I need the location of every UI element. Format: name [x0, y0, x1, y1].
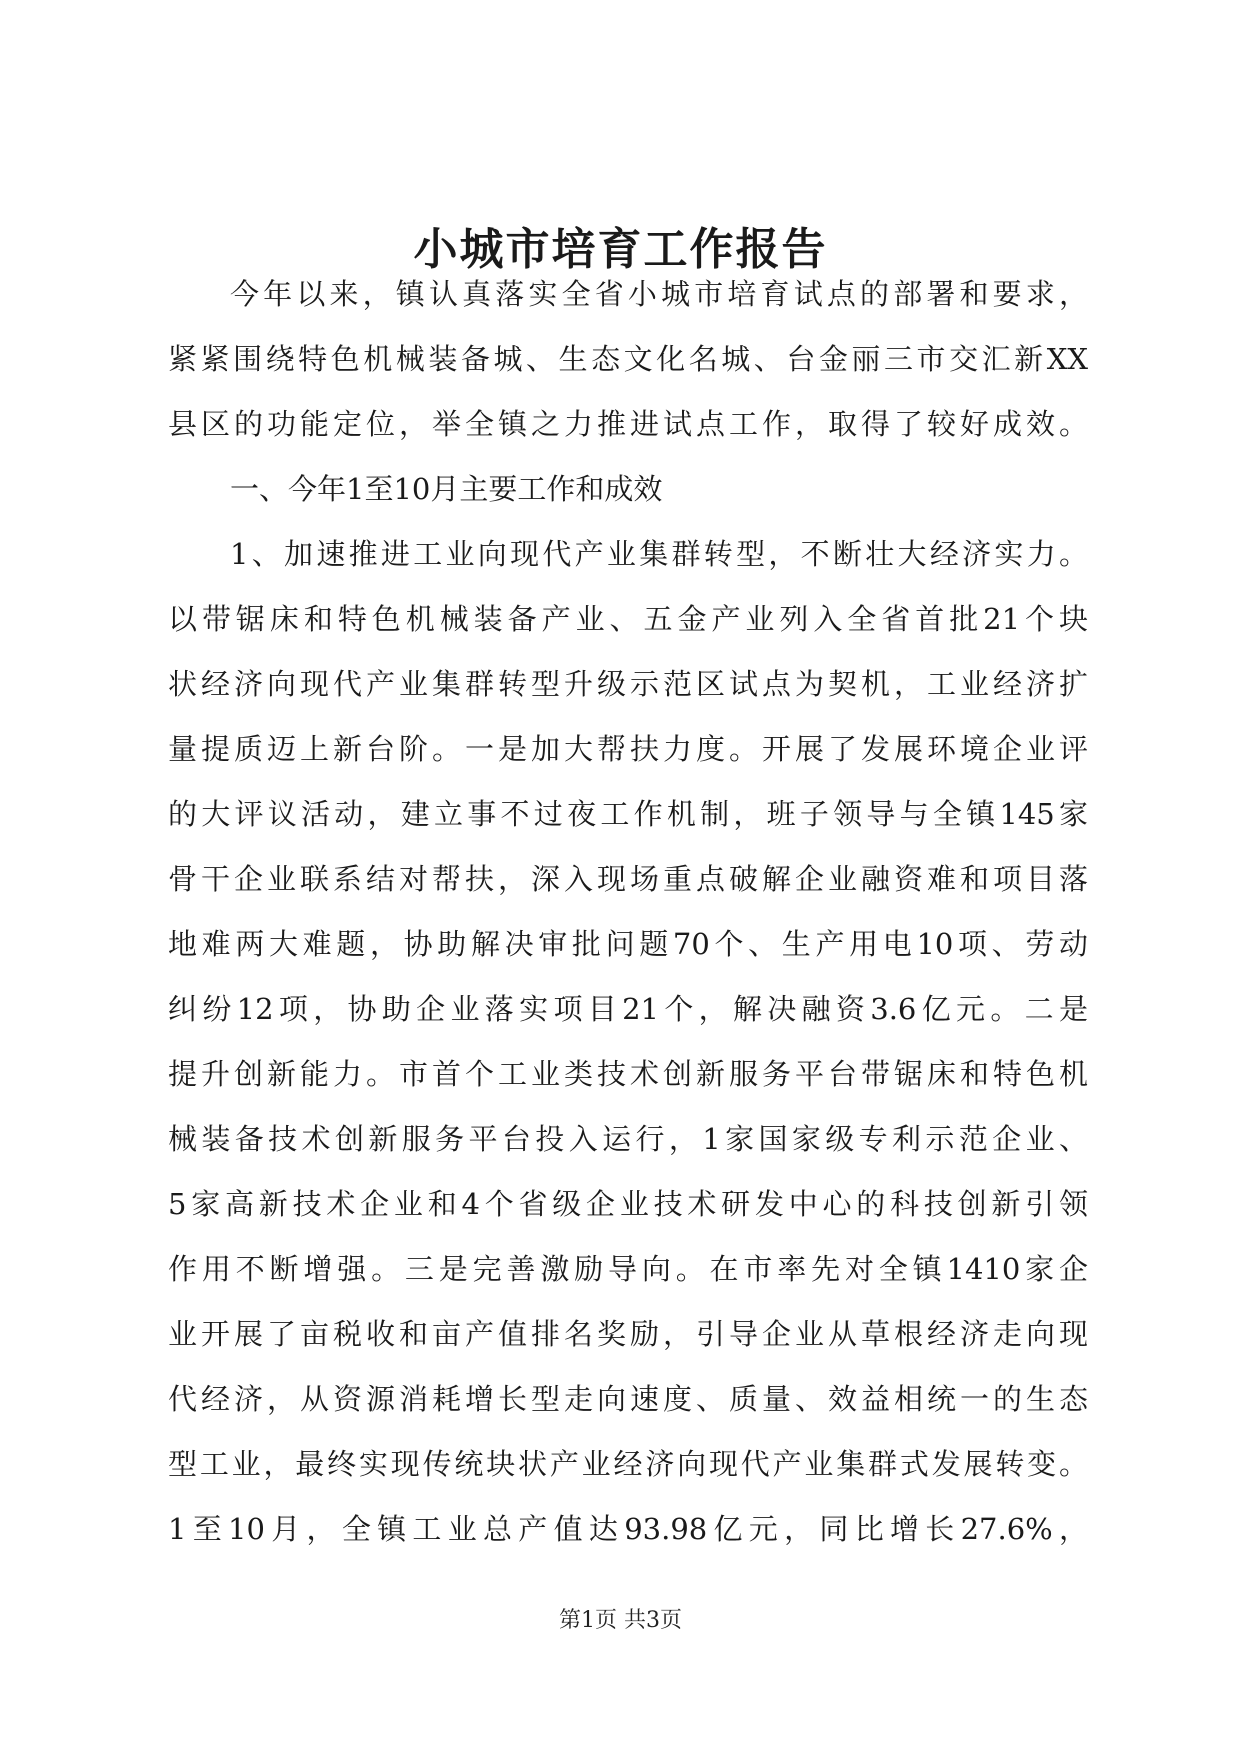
paragraph-line: 的大评议活动，建立事不过夜工作机制，班子领导与全镇145家	[168, 797, 1088, 831]
paragraph-line: 县区的功能定位，举全镇之力推进试点工作，取得了较好成效。	[168, 407, 1088, 441]
paragraph-line: 量提质迈上新台阶。一是加大帮扶力度。开展了发展环境企业评	[168, 732, 1088, 766]
paragraph-line: 型工业，最终实现传统块状产业经济向现代产业集群式发展转变。	[168, 1447, 1088, 1481]
paragraph-line: 以带锯床和特色机械装备产业、五金产业列入全省首批21个块	[168, 602, 1088, 636]
paragraph-line: 一、今年1至10月主要工作和成效	[230, 472, 663, 506]
paragraph-line: 业开展了亩税收和亩产值排名奖励，引导企业从草根经济走向现	[168, 1317, 1088, 1351]
paragraph-line: 状经济向现代产业集群转型升级示范区试点为契机，工业经济扩	[168, 667, 1088, 701]
document-title: 小城市培育工作报告	[413, 224, 828, 275]
page-number-footer: 第1页 共3页	[559, 1608, 682, 1633]
paragraph-line: 提升创新能力。市首个工业类技术创新服务平台带锯床和特色机	[168, 1057, 1088, 1091]
paragraph-line: 代经济，从资源消耗增长型走向速度、质量、效益相统一的生态	[168, 1382, 1088, 1416]
paragraph-line: 骨干企业联系结对帮扶，深入现场重点破解企业融资难和项目落	[168, 862, 1088, 896]
paragraph-line: 地难两大难题，协助解决审批问题70个、生产用电10项、劳动	[168, 927, 1088, 961]
paragraph-line: 今年以来，镇认真落实全省小城市培育试点的部署和要求，	[230, 277, 1088, 311]
document-body	[168, 262, 1088, 1562]
paragraph-line: 作用不断增强。三是完善激励导向。在市率先对全镇1410家企	[168, 1252, 1088, 1286]
paragraph-line: 械装备技术创新服务平台投入运行，1家国家级专利示范企业、	[168, 1122, 1088, 1156]
paragraph-line: 1至10月，全镇工业总产值达93.98亿元，同比增长27.6%，	[168, 1512, 1088, 1546]
paragraph-line: 5家高新技术企业和4个省级企业技术研发中心的科技创新引领	[168, 1187, 1088, 1221]
paragraph-line: 1、加速推进工业向现代产业集群转型，不断壮大经济实力。	[230, 537, 1088, 571]
paragraph-line: 紧紧围绕特色机械装备城、生态文化名城、台金丽三市交汇新XX	[168, 342, 1088, 376]
paragraph-line: 纠纷12项，协助企业落实项目21个，解决融资3.6亿元。二是	[168, 992, 1088, 1026]
